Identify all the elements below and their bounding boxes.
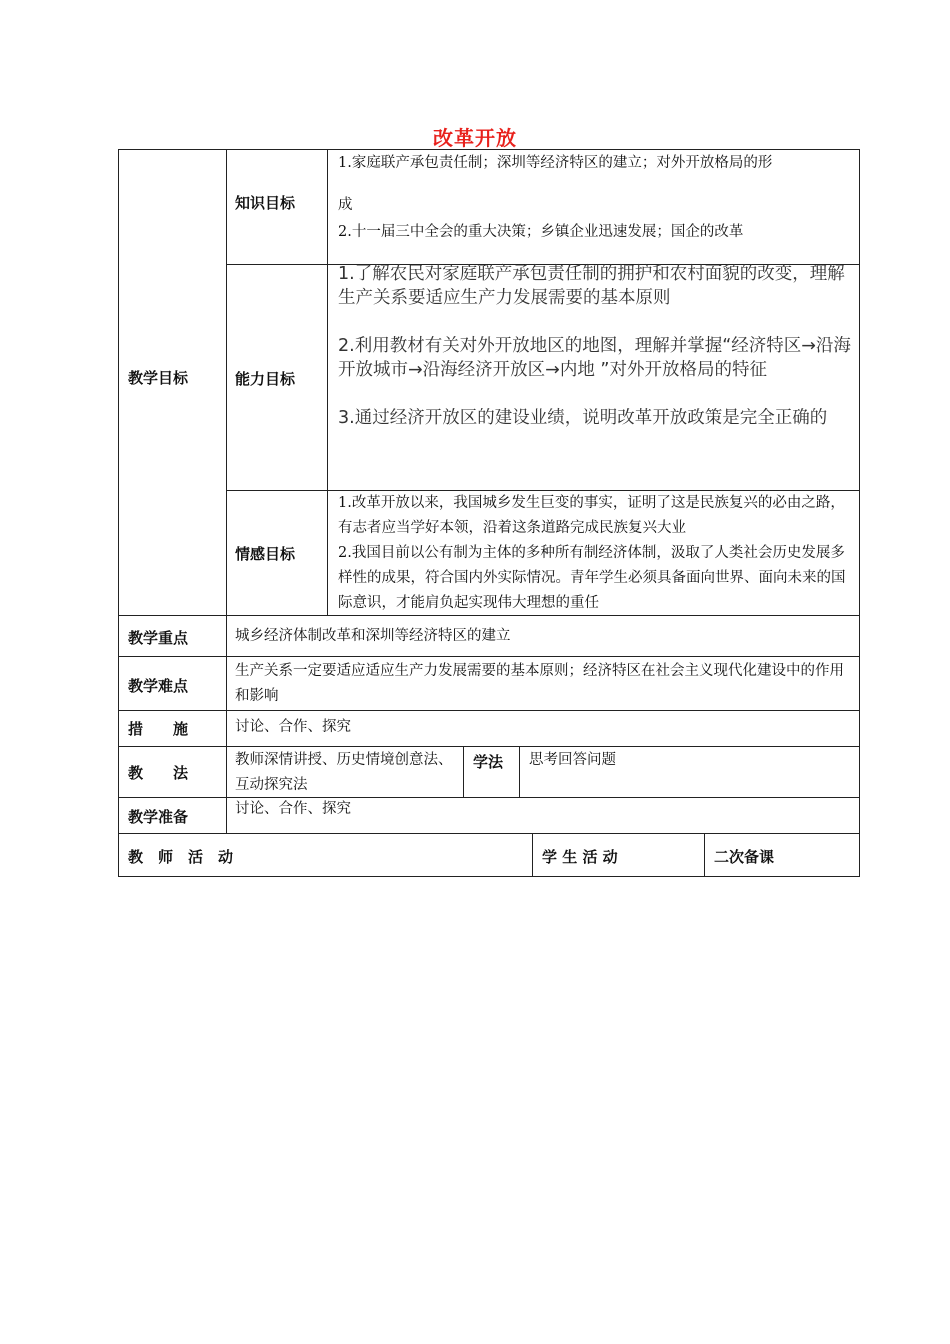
knowledge-line: 成 <box>338 197 353 213</box>
preparation-label: 教学准备 <box>128 808 189 826</box>
divider <box>118 746 860 747</box>
second-preparation-header: 二次备课 <box>714 848 775 866</box>
key-point-label: 教学重点 <box>128 629 189 647</box>
emotion-item: 1.改革开放以来，我国城乡发生巨变的事实，证明了这是民族复兴的必由之路，有志者应当学好本领，沿着这条道路完成民族复兴大业 <box>338 495 845 536</box>
emotion-label: 情感目标 <box>235 545 296 563</box>
difficulty-label: 教学难点 <box>128 677 189 695</box>
student-activity-header: 学 生 活 动 <box>542 848 618 866</box>
divider <box>463 746 464 797</box>
study-method-label: 学法 <box>473 753 504 771</box>
divider <box>532 833 533 877</box>
divider <box>519 746 520 797</box>
knowledge-content <box>338 153 854 243</box>
ability-item: 1.了解农民对家庭联产承包责任制的拥护和农村面貌的改变，理解生产关系要适应生产力发展需要的基本原则 <box>338 264 845 308</box>
ability-item: 2.利用教材有关对外开放地区的地图，理解并掌握“经济特区→沿海开放城市→沿海经济开放区→内地 ”对外开放格局的特征 <box>338 336 851 380</box>
knowledge-line: 1.家庭联产承包责任制；深圳等经济特区的建立；对外开放格局的形 <box>338 155 773 171</box>
page-title: 改革开放 <box>433 126 517 150</box>
divider <box>118 710 860 711</box>
key-point-text: 城乡经济体制改革和深圳等经济特区的建立 <box>235 628 511 644</box>
study-method-text: 思考回答问题 <box>529 752 616 768</box>
ability-content <box>338 262 854 430</box>
lesson-plan-table <box>118 149 860 877</box>
difficulty-text: 生产关系一定要适应适应生产力发展需要的基本原则；经济特区在社会主义现代化建设中的作用和影响 <box>235 663 844 704</box>
ability-label: 能力目标 <box>235 370 296 388</box>
objectives-label: 教学目标 <box>128 369 189 387</box>
divider <box>118 656 860 657</box>
divider <box>118 833 860 834</box>
knowledge-line: 2.十一届三中全会的重大决策；乡镇企业迅速发展；国企的改革 <box>338 224 744 240</box>
ability-item: 3.通过经济开放区的建设业绩，说明改革开放政策是完全正确的 <box>338 408 828 428</box>
divider <box>226 615 227 833</box>
measures-label: 措 施 <box>128 720 189 738</box>
method-label: 教 法 <box>128 764 189 782</box>
knowledge-label: 知识目标 <box>235 194 296 212</box>
measures-text: 讨论、合作、探究 <box>235 719 351 735</box>
teacher-activity-header: 教 师 活 动 <box>128 848 234 866</box>
emotion-item: 2.我国目前以公有制为主体的多种所有制经济体制，汲取了人类社会历史发展多样性的成果，符合国内外实际情况。青年学生必须具备面向世界、面向未来的国际意识，才能肩负起实现伟大理想的重任 <box>338 545 846 611</box>
divider <box>327 149 328 615</box>
method-text: 教师深情讲授、历史情境创意法、互动探究法 <box>235 752 453 793</box>
preparation-text: 讨论、合作、探究 <box>235 801 351 817</box>
emotion-content <box>338 491 854 616</box>
divider <box>226 149 227 615</box>
divider <box>704 833 705 877</box>
